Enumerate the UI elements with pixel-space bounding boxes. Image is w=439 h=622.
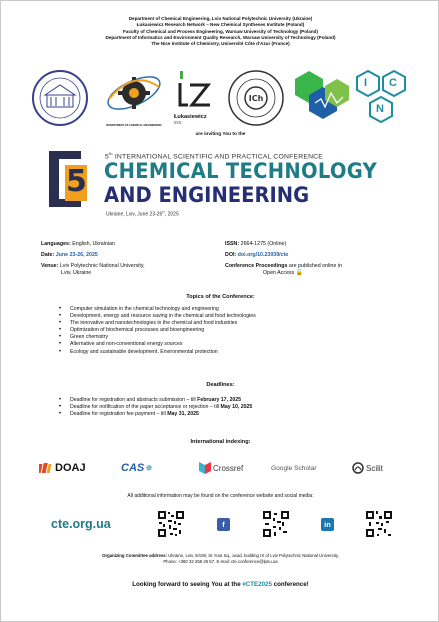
venue-row <box>41 263 211 277</box>
deadline-text: Deadline for notification of the paper acceptance or rejection – till <box>70 404 221 411</box>
committee-address <box>1 553 439 565</box>
subtitle-text: INTERNATIONAL SCIENTIFIC AND PRACTICAL CONFERENCE <box>114 153 324 161</box>
doaj-logo[interactable] <box>39 458 86 478</box>
google-scholar-logo[interactable] <box>271 458 316 478</box>
title-line-1: CHEMICAL TECHNOLOGY <box>104 159 378 183</box>
organizers-list <box>1 16 439 47</box>
organizer-line: Łukasiewicz Research Network – New Chemical Syntheses Institute (Poland) <box>136 22 305 28</box>
scilit-logo[interactable] <box>352 458 383 478</box>
deadline-text: Deadline for registration fee payment – till <box>70 411 168 418</box>
deadline-item <box>59 411 252 418</box>
open-access-lock-icon: 🔓 <box>295 270 304 276</box>
more-info-line: All additional information may be found on the conference website and social media: <box>127 493 314 499</box>
issn-row <box>225 241 405 248</box>
warsaw-faculty-seal <box>227 69 285 127</box>
where-prefix: Ukraine, Lviv, June 23-26 <box>106 211 163 218</box>
info-left <box>41 241 211 277</box>
closing-hashtag: #CTE2025 <box>242 581 272 588</box>
scilit-name: Scilit <box>366 463 383 473</box>
organizer-line: Department of Chemical Engineering, Lviv National Polytechnic University (Ukraine) <box>128 16 313 21</box>
title-line-2: AND ENGINEERING <box>104 183 310 207</box>
lukasiewicz-sub: INS <box>174 120 182 125</box>
topic-item: • Green chemistry <box>59 334 256 341</box>
linkedin-icon[interactable]: in <box>321 518 334 531</box>
topic-item: • Computer simulation in the chemical technology and engineering <box>59 306 256 313</box>
address-line-2: Phone: +380 32 258 26 57. E-mail: cte.conference@lpnu.ua <box>163 559 278 564</box>
lukasiewicz-logo <box>174 69 220 129</box>
indexing-heading: International indexing: <box>190 439 251 445</box>
crossref-mark-icon <box>199 462 211 474</box>
lukasiewicz-name: Łukasiewicz <box>174 114 207 120</box>
topic-item: • The innovative and nanotechnologies in the chemical and food industries <box>59 320 256 327</box>
cas-name: CAS <box>121 462 145 474</box>
doi-row <box>225 252 405 259</box>
organizer-logos <box>31 69 411 129</box>
doi-label: DOI: <box>225 252 237 258</box>
crossref-name: Crossref <box>213 463 244 473</box>
deadline-date: February 17, 2025 <box>197 397 241 403</box>
closing-suffix: conference! <box>271 581 309 588</box>
department-logo-caption: DEPARTMENT OF CHEMICAL ENGINEERING <box>106 124 162 127</box>
conference-five-mark <box>49 151 89 207</box>
proceedings-bold: Conference Proceedings <box>225 263 288 269</box>
svg-text:ICh: ICh <box>248 94 264 103</box>
venue-value-2: Lviv, Ukraine <box>61 270 92 276</box>
links-row <box>51 509 391 539</box>
invite-line: are inviting You to the <box>195 132 246 137</box>
open-access-line <box>225 270 405 277</box>
facebook-icon[interactable]: f <box>217 518 230 531</box>
topic-item: • Alternative and non-conventional energy sources <box>59 341 256 348</box>
languages-row <box>41 241 211 248</box>
conference-hero <box>49 147 399 227</box>
where-sup: th <box>162 210 165 214</box>
doaj-mark-icon <box>39 462 53 474</box>
linkedin-qr-code[interactable] <box>365 510 393 538</box>
issn-value: 2664-1275 (Online) <box>240 241 287 247</box>
date-value: June 23-26, 2025 <box>55 252 98 258</box>
date-label: Date: <box>41 252 55 258</box>
open-access-text: Open Access <box>263 270 295 276</box>
facebook-qr-code[interactable] <box>262 510 290 538</box>
languages-value: English, Ukrainian <box>72 241 115 247</box>
venue-label: Venue: <box>41 263 59 269</box>
organizer-line: Faculty of Chemical and Process Engineering, Warsaw University of Technology (Poland) <box>122 28 319 34</box>
closing-line <box>1 581 439 588</box>
topic-item: • Ecology and sustainable development. Environmental protection <box>59 349 256 356</box>
edition-number: 5 <box>105 153 109 161</box>
issn-label: ISSN: <box>225 241 240 247</box>
deadline-item <box>59 397 252 404</box>
indexing-logos <box>39 458 404 478</box>
icn-letter-c: C <box>389 77 397 89</box>
conference-location-date <box>106 210 179 218</box>
website-link[interactable]: cte.org.ua <box>51 517 111 531</box>
environment-department-logo <box>293 69 351 121</box>
closing-prefix: Looking forward to seeing You at the <box>132 581 243 588</box>
where-suffix: , 2025 <box>164 211 179 218</box>
topics-heading: Topics of the Conference: <box>186 294 255 300</box>
doi-link[interactable]: doi.org/10.23939/cte <box>237 252 289 258</box>
deadlines-heading: Deadlines: <box>206 382 235 388</box>
icn-logo <box>353 69 411 127</box>
date-row <box>41 252 211 259</box>
deadline-date: May 31, 2025 <box>167 411 199 418</box>
website-qr-code[interactable] <box>157 510 185 538</box>
cas-sparkle-icon: ✵ <box>145 462 153 473</box>
proceedings-row <box>225 263 405 277</box>
address-label: Organizing Committee address: <box>102 553 168 558</box>
info-right <box>225 241 405 277</box>
doaj-name: DOAJ <box>55 462 86 474</box>
topics-list <box>59 306 256 356</box>
organizer-line: The Nice Institute of Chemistry, Université Côte d'Azur (France) <box>151 41 290 47</box>
deadlines-list <box>59 397 252 418</box>
edition-suffix: th <box>108 151 113 156</box>
lviv-polytechnic-logo <box>31 69 89 127</box>
venue-value-1: Lviv Polytechnic National University, <box>59 263 145 269</box>
languages-label: Languages: <box>41 241 71 247</box>
deadline-text: Deadline for registration and abstracts submission – till <box>70 397 198 403</box>
topic-item: • Development, energy and resource saving in the chemical and food technologies <box>59 313 256 320</box>
deadline-date: May 10, 2025 <box>220 404 253 411</box>
edition-digit: 5 <box>66 164 87 199</box>
icn-letter-n: N <box>376 103 384 115</box>
department-gear-logo <box>103 69 165 129</box>
scilit-mark-icon <box>352 462 364 474</box>
organizer-line: Department of Informatics and Environment Quality Research, Warsaw University of Technology (Poland) <box>105 34 336 40</box>
proceedings-rest: are published online in <box>288 263 342 269</box>
address-text: Ukraine, Lviv, 9/108, St.Yura Sq., acad. building IX of Lviv Polytechnic National University. <box>168 553 339 558</box>
topic-item: • Optimization of biochemical processes and bioengineering <box>59 327 256 334</box>
crossref-logo[interactable] <box>199 458 243 478</box>
cas-logo[interactable] <box>121 458 153 478</box>
deadline-item <box>59 404 252 411</box>
google-scholar-name: Google Scholar <box>271 464 317 472</box>
icn-letter-i: I <box>364 77 368 89</box>
